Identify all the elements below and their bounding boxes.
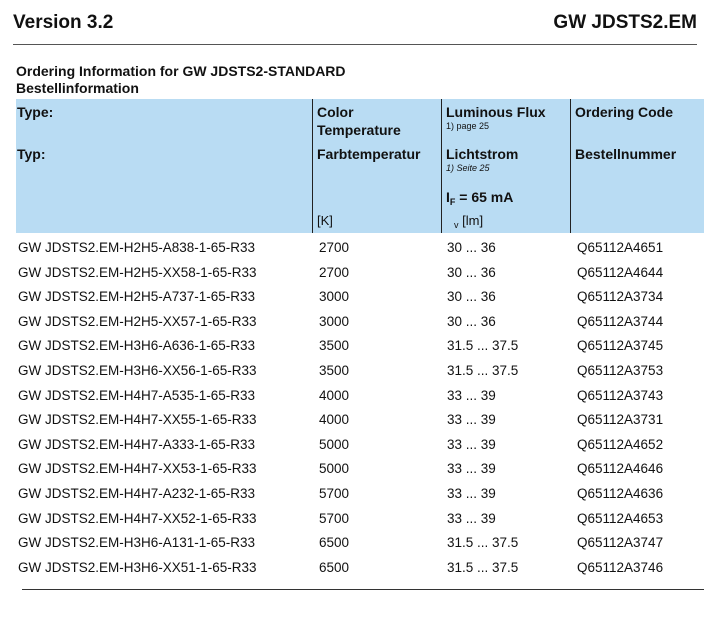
- table-row: [16, 430, 704, 455]
- cell-type: GW JDSTS2.EM-H3H6-XX56-1-65-R33: [18, 362, 257, 378]
- cell-ordering-code: Q65112A3731: [577, 412, 664, 428]
- condition-symbol: I: [446, 189, 450, 205]
- cell-ordering-code: Q65112A3744: [577, 313, 664, 329]
- header-temp-unit: [K]: [317, 213, 333, 228]
- header-flux-unit: [454, 213, 483, 228]
- cell-type: GW JDSTS2.EM-H4H7-XX55-1-65-R33: [18, 412, 257, 428]
- cell-ordering-code: Q65112A4651: [577, 240, 664, 255]
- cell-type: GW JDSTS2.EM-H2H5-A737-1-65-R33: [18, 289, 256, 305]
- cell-type: GW JDSTS2.EM-H3H6-A131-1-65-R33: [18, 535, 256, 551]
- cell-ordering-code: Q65112A4636: [577, 485, 664, 501]
- header-temp-en-1: Color: [317, 104, 354, 120]
- cell-ordering-code: Q65112A3743: [577, 387, 664, 403]
- header-divider: [13, 44, 697, 45]
- header-type-de: Typ:: [17, 146, 46, 162]
- table-row: [16, 282, 704, 307]
- header-temp-en-2: Temperature: [317, 122, 401, 138]
- footnote-ref-en: 1) page 25: [446, 121, 490, 131]
- cell-color-temperature: 4000: [319, 387, 350, 403]
- table-row: [16, 307, 704, 332]
- cell-luminous-flux: 33 ... 39: [447, 412, 496, 428]
- table-row: [16, 504, 704, 529]
- header-code-en: Ordering Code: [575, 104, 674, 120]
- cell-luminous-flux: 30 ... 36: [447, 289, 496, 305]
- table-row: [16, 258, 704, 283]
- cell-type: GW JDSTS2.EM-H3H6-XX51-1-65-R33: [18, 559, 257, 575]
- header-luminous-flux: [441, 99, 570, 233]
- condition-value: = 65 mA: [455, 189, 514, 205]
- table-row: [16, 356, 704, 381]
- cell-type: GW JDSTS2.EM-H4H7-A232-1-65-R33: [18, 485, 256, 501]
- version-label: Version 3.2: [13, 12, 114, 33]
- cell-type: GW JDSTS2.EM-H2H5-XX57-1-65-R33: [18, 313, 257, 329]
- cell-ordering-code: Q65112A3734: [577, 289, 664, 305]
- cell-luminous-flux: 33 ... 39: [447, 485, 496, 501]
- cell-luminous-flux: 31.5 ... 37.5: [447, 535, 519, 551]
- cell-type: GW JDSTS2.EM-H4H7-A535-1-65-R33: [18, 387, 256, 403]
- cell-type: GW JDSTS2.EM-H2H5-A838-1-65-R33: [18, 240, 256, 255]
- header-color-temperature: [312, 99, 441, 233]
- table-row: [16, 553, 704, 578]
- cell-ordering-code: Q65112A4653: [577, 510, 664, 526]
- cell-color-temperature: 5700: [319, 485, 350, 501]
- cell-ordering-code: Q65112A3746: [577, 559, 664, 575]
- cell-color-temperature: 2700: [319, 264, 350, 280]
- table-bottom-rule: [22, 589, 704, 590]
- cell-type: GW JDSTS2.EM-H4H7-XX52-1-65-R33: [18, 510, 257, 526]
- cell-color-temperature: 3000: [319, 289, 350, 305]
- cell-luminous-flux: 33 ... 39: [447, 510, 496, 526]
- cell-luminous-flux: 30 ... 36: [447, 313, 496, 329]
- header-ordering-code: [570, 99, 705, 233]
- cell-luminous-flux: 33 ... 39: [447, 461, 496, 477]
- product-name: GW JDSTS2.EM: [553, 12, 697, 33]
- header-flux-en: Luminous Flux: [446, 104, 546, 120]
- cell-ordering-code: Q65112A4646: [577, 461, 664, 477]
- cell-ordering-code: Q65112A3753: [577, 362, 664, 378]
- cell-color-temperature: 5000: [319, 461, 350, 477]
- cell-color-temperature: 5000: [319, 436, 350, 452]
- table-row: [16, 233, 704, 258]
- cell-ordering-code: Q65112A4644: [577, 264, 664, 280]
- cell-color-temperature: 6500: [319, 559, 350, 575]
- header-flux-de: Lichtstrom: [446, 146, 519, 162]
- cell-type: GW JDSTS2.EM-H3H6-A636-1-65-R33: [18, 338, 256, 354]
- header-flux-condition: [446, 189, 513, 208]
- header-type-en: Type:: [17, 104, 54, 120]
- table-body: [16, 233, 704, 577]
- table-row: [16, 381, 704, 406]
- ordering-table: [16, 99, 704, 577]
- header-type: [16, 99, 312, 233]
- page-header: [0, 0, 728, 46]
- table-row: [16, 331, 704, 356]
- condition-subscript: F: [449, 197, 456, 207]
- footnote-ref-de: 1) Seite 25: [446, 163, 490, 173]
- table-row: [16, 405, 704, 430]
- cell-color-temperature: 3500: [319, 362, 350, 378]
- cell-luminous-flux: 31.5 ... 37.5: [447, 338, 519, 354]
- cell-luminous-flux: 30 ... 36: [447, 264, 496, 280]
- cell-ordering-code: Q65112A3747: [577, 535, 664, 551]
- table-row: [16, 528, 704, 553]
- cell-ordering-code: Q65112A3745: [577, 338, 664, 354]
- cell-luminous-flux: 33 ... 39: [447, 387, 496, 403]
- table-row: [16, 454, 704, 479]
- section-title: [16, 63, 346, 97]
- table-header: [16, 99, 704, 233]
- cell-luminous-flux: 30 ... 36: [447, 240, 496, 255]
- cell-color-temperature: 2700: [319, 240, 350, 255]
- cell-ordering-code: Q65112A4652: [577, 436, 664, 452]
- cell-type: GW JDSTS2.EM-H4H7-A333-1-65-R33: [18, 436, 256, 452]
- table-row: [16, 479, 704, 504]
- section-title-en: Ordering Information for GW JDSTS2-STANDARD: [16, 63, 346, 79]
- cell-luminous-flux: 31.5 ... 37.5: [447, 559, 519, 575]
- cell-color-temperature: 5700: [319, 510, 350, 526]
- cell-type: GW JDSTS2.EM-H2H5-XX58-1-65-R33: [18, 264, 257, 280]
- section-title-de: Bestellinformation: [16, 80, 139, 96]
- cell-color-temperature: 3000: [319, 313, 350, 329]
- cell-luminous-flux: 31.5 ... 37.5: [447, 362, 519, 378]
- cell-type: GW JDSTS2.EM-H4H7-XX53-1-65-R33: [18, 461, 257, 477]
- cell-luminous-flux: 33 ... 39: [447, 436, 496, 452]
- header-code-de: Bestellnummer: [575, 146, 677, 162]
- header-temp-de: Farbtemperatur: [317, 146, 421, 162]
- cell-color-temperature: 4000: [319, 412, 350, 428]
- flux-unit-subscript: v: [454, 220, 459, 230]
- flux-unit: [lm]: [462, 213, 484, 228]
- cell-color-temperature: 3500: [319, 338, 350, 354]
- cell-color-temperature: 6500: [319, 535, 350, 551]
